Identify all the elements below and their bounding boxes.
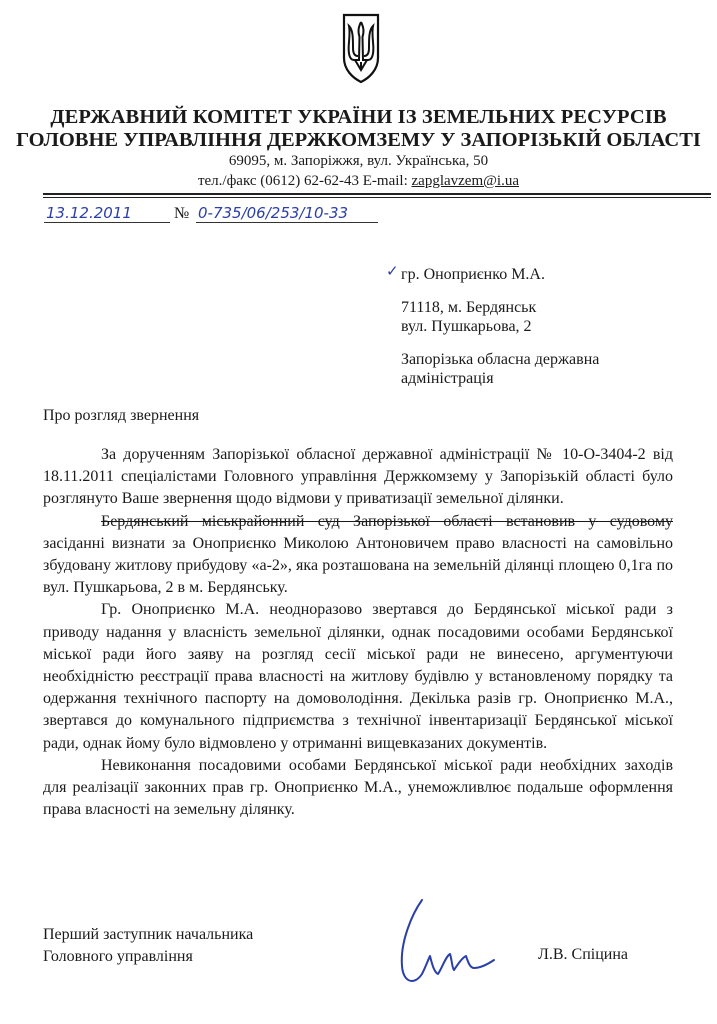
date-underline <box>44 222 170 223</box>
signer-name: Л.В. Спіцина <box>538 946 628 963</box>
paragraph-3: Гр. Оноприєнко М.А. неодноразово звертався до Бердянської міської ради з приводу надання у власність земельної ділянки, однак посадовими особами Бердянської міської ради його заяву на розгляд сесії міської ради не винесено, аргументуючи необхідністю реєстрації права власності на житлову будівлю у встановленому порядку та одержання технічного паспорту на домоволодіння. Декілька разів гр. Оноприєнко М.А., звертався до комунального підприємства з технічної інвентаризації Бердянської міської ради, однак йому було відмовлено у отриманні вищевказаних документів. <box>43 601 673 752</box>
letter-subject: Про розгляд звернення <box>43 407 200 424</box>
number-label: № <box>174 205 190 222</box>
recipient-address-line2: вул. Пушкарьова, 2 <box>401 318 532 335</box>
signer-position-line2: Головного управління <box>43 948 193 965</box>
organization-name: ДЕРЖАВНИЙ КОМІТЕТ УКРАЇНИ ІЗ ЗЕМЕЛЬНИХ РЕСУРСІВ <box>50 106 667 128</box>
recipient-name: гр. Оноприєнко М.А. <box>401 266 545 283</box>
signer-position-line1: Перший заступник начальника <box>43 926 254 943</box>
header-divider <box>43 193 711 195</box>
check-mark-icon: ✓ <box>386 262 399 280</box>
email-link[interactable]: zapglavzem@i.ua <box>411 173 520 189</box>
department-name: ГОЛОВНЕ УПРАВЛІННЯ ДЕРЖКОМЗЕМУ У ЗАПОРІЗЬКІЙ ОБЛАСТІ <box>16 129 701 151</box>
document-date: 13.12.2011 <box>46 204 132 222</box>
organization-address: 69095, м. Запоріжжя, вул. Українська, 50 <box>228 153 489 169</box>
header-divider-thin <box>43 197 711 198</box>
coat-of-arms-icon <box>341 12 381 84</box>
handwritten-signature-icon <box>392 894 497 994</box>
copy-recipient-line2: адміністрація <box>401 370 494 387</box>
contact-line <box>0 173 717 190</box>
letter-body <box>43 444 673 821</box>
paragraph-4: Невиконання посадовими особами Бердянської міської ради необхідних заходів для реалізації законних прав гр. Оноприєнко М.А., унеможливлює подальше оформлення права власності на земельну ділянку. <box>43 756 673 819</box>
signer-position <box>43 924 253 968</box>
registration-number: 0-735/06/253/10-33 <box>198 204 349 222</box>
copy-recipient-line1: Запорізька обласна державна <box>401 351 600 368</box>
number-underline <box>196 222 378 223</box>
phone-text: тел./факс (0612) 62-62-43 E-mail: <box>197 173 412 189</box>
paragraph-1: За дорученням Запорізької обласної державної адміністрації № 10-О-3404-2 від 18.11.2011 спеціалістами Головного управління Держкомзему у Запорізькій області було розглянуто Ваше звернення щодо відмови у приватизації земельної ділянки. <box>43 446 673 508</box>
paragraph-2: Бердянський міськрайонний суд Запорізької області встановив у судовому засіданні визнати за Оноприєнко Миколою Антоновичем право власності на самовільно збудовану житлову прибудову «а-2», яка розташована на земельній ділянці площею 0,1га по вул. Пушкарьова, 2 в м. Бердянську. <box>43 512 673 597</box>
recipient-address-line1: 71118, м. Бердянськ <box>401 299 537 316</box>
